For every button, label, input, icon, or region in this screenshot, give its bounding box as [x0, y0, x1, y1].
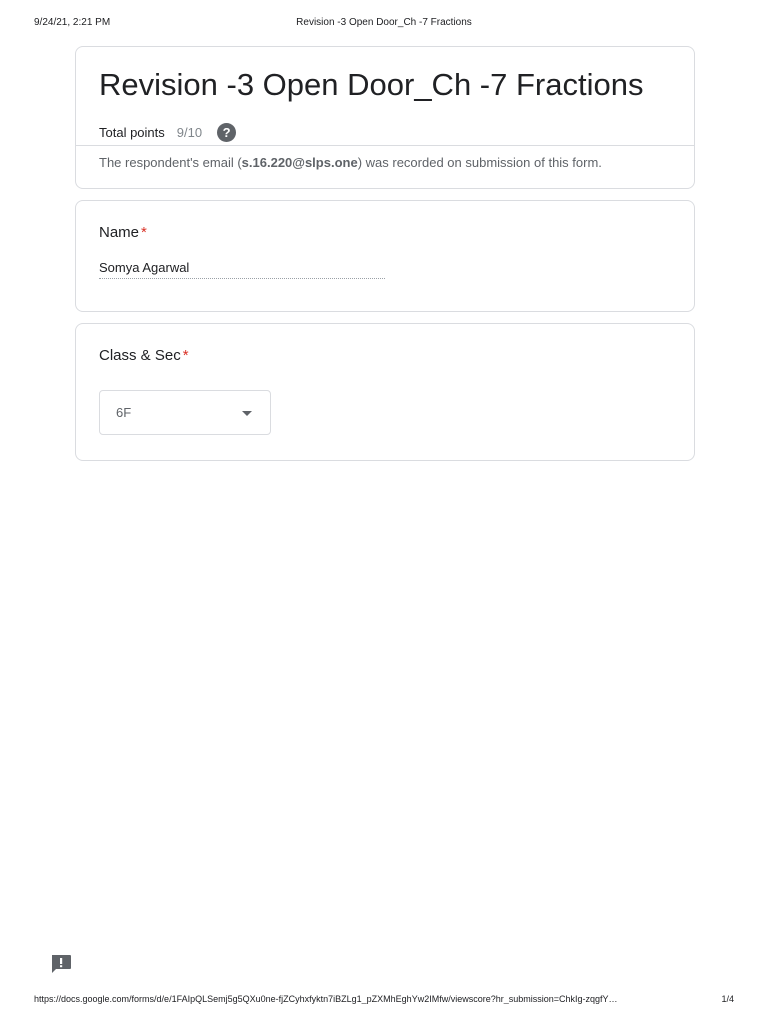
print-url: https://docs.google.com/forms/d/e/1FAIpQLSemj5g5QXu0ne-fjZCyhxfyktn7iBZLg1_pZXMhEghYw2IMfw/viewscore?hr_submission=ChkIg-zqgfY… — [34, 994, 618, 1004]
name-question-label — [99, 224, 147, 241]
respondent-email: s.16.220@slps.one — [241, 155, 358, 170]
question-mark-circle-icon[interactable]: ? — [217, 123, 236, 142]
form-header-card — [75, 46, 695, 189]
print-page-number: 1/4 — [721, 994, 734, 1004]
name-answer: Somya Agarwal — [99, 260, 190, 275]
email-note-suffix: ) was recorded on submission of this form. — [357, 155, 602, 170]
total-points-value: 9/10 — [176, 124, 203, 140]
class-sec-question-label — [99, 347, 189, 364]
respondent-email-note — [99, 155, 602, 170]
class-sec-question-card — [75, 323, 695, 461]
required-asterisk: * — [182, 347, 189, 364]
class-sec-selected-value: 6F — [116, 405, 132, 420]
name-label-text: Name — [99, 224, 140, 241]
class-sec-dropdown[interactable] — [99, 390, 271, 435]
class-sec-label-text: Class & Sec — [99, 347, 181, 364]
print-header — [34, 17, 734, 31]
caret-down-icon — [242, 411, 252, 416]
form-title: Revision -3 Open Door_Ch -7 Fractions — [99, 67, 644, 102]
print-doc-title: Revision -3 Open Door_Ch -7 Fractions — [296, 17, 472, 28]
answer-underline — [99, 278, 385, 279]
header-divider — [76, 145, 694, 146]
total-points-label: Total points — [99, 124, 165, 140]
feedback-exclamation-icon[interactable] — [50, 954, 72, 974]
print-footer — [34, 994, 734, 1008]
email-note-prefix: The respondent's email ( — [99, 155, 242, 170]
total-points-row — [99, 120, 236, 144]
name-question-card — [75, 200, 695, 312]
required-asterisk: * — [141, 224, 147, 241]
print-date: 9/24/21, 2:21 PM — [34, 17, 111, 28]
